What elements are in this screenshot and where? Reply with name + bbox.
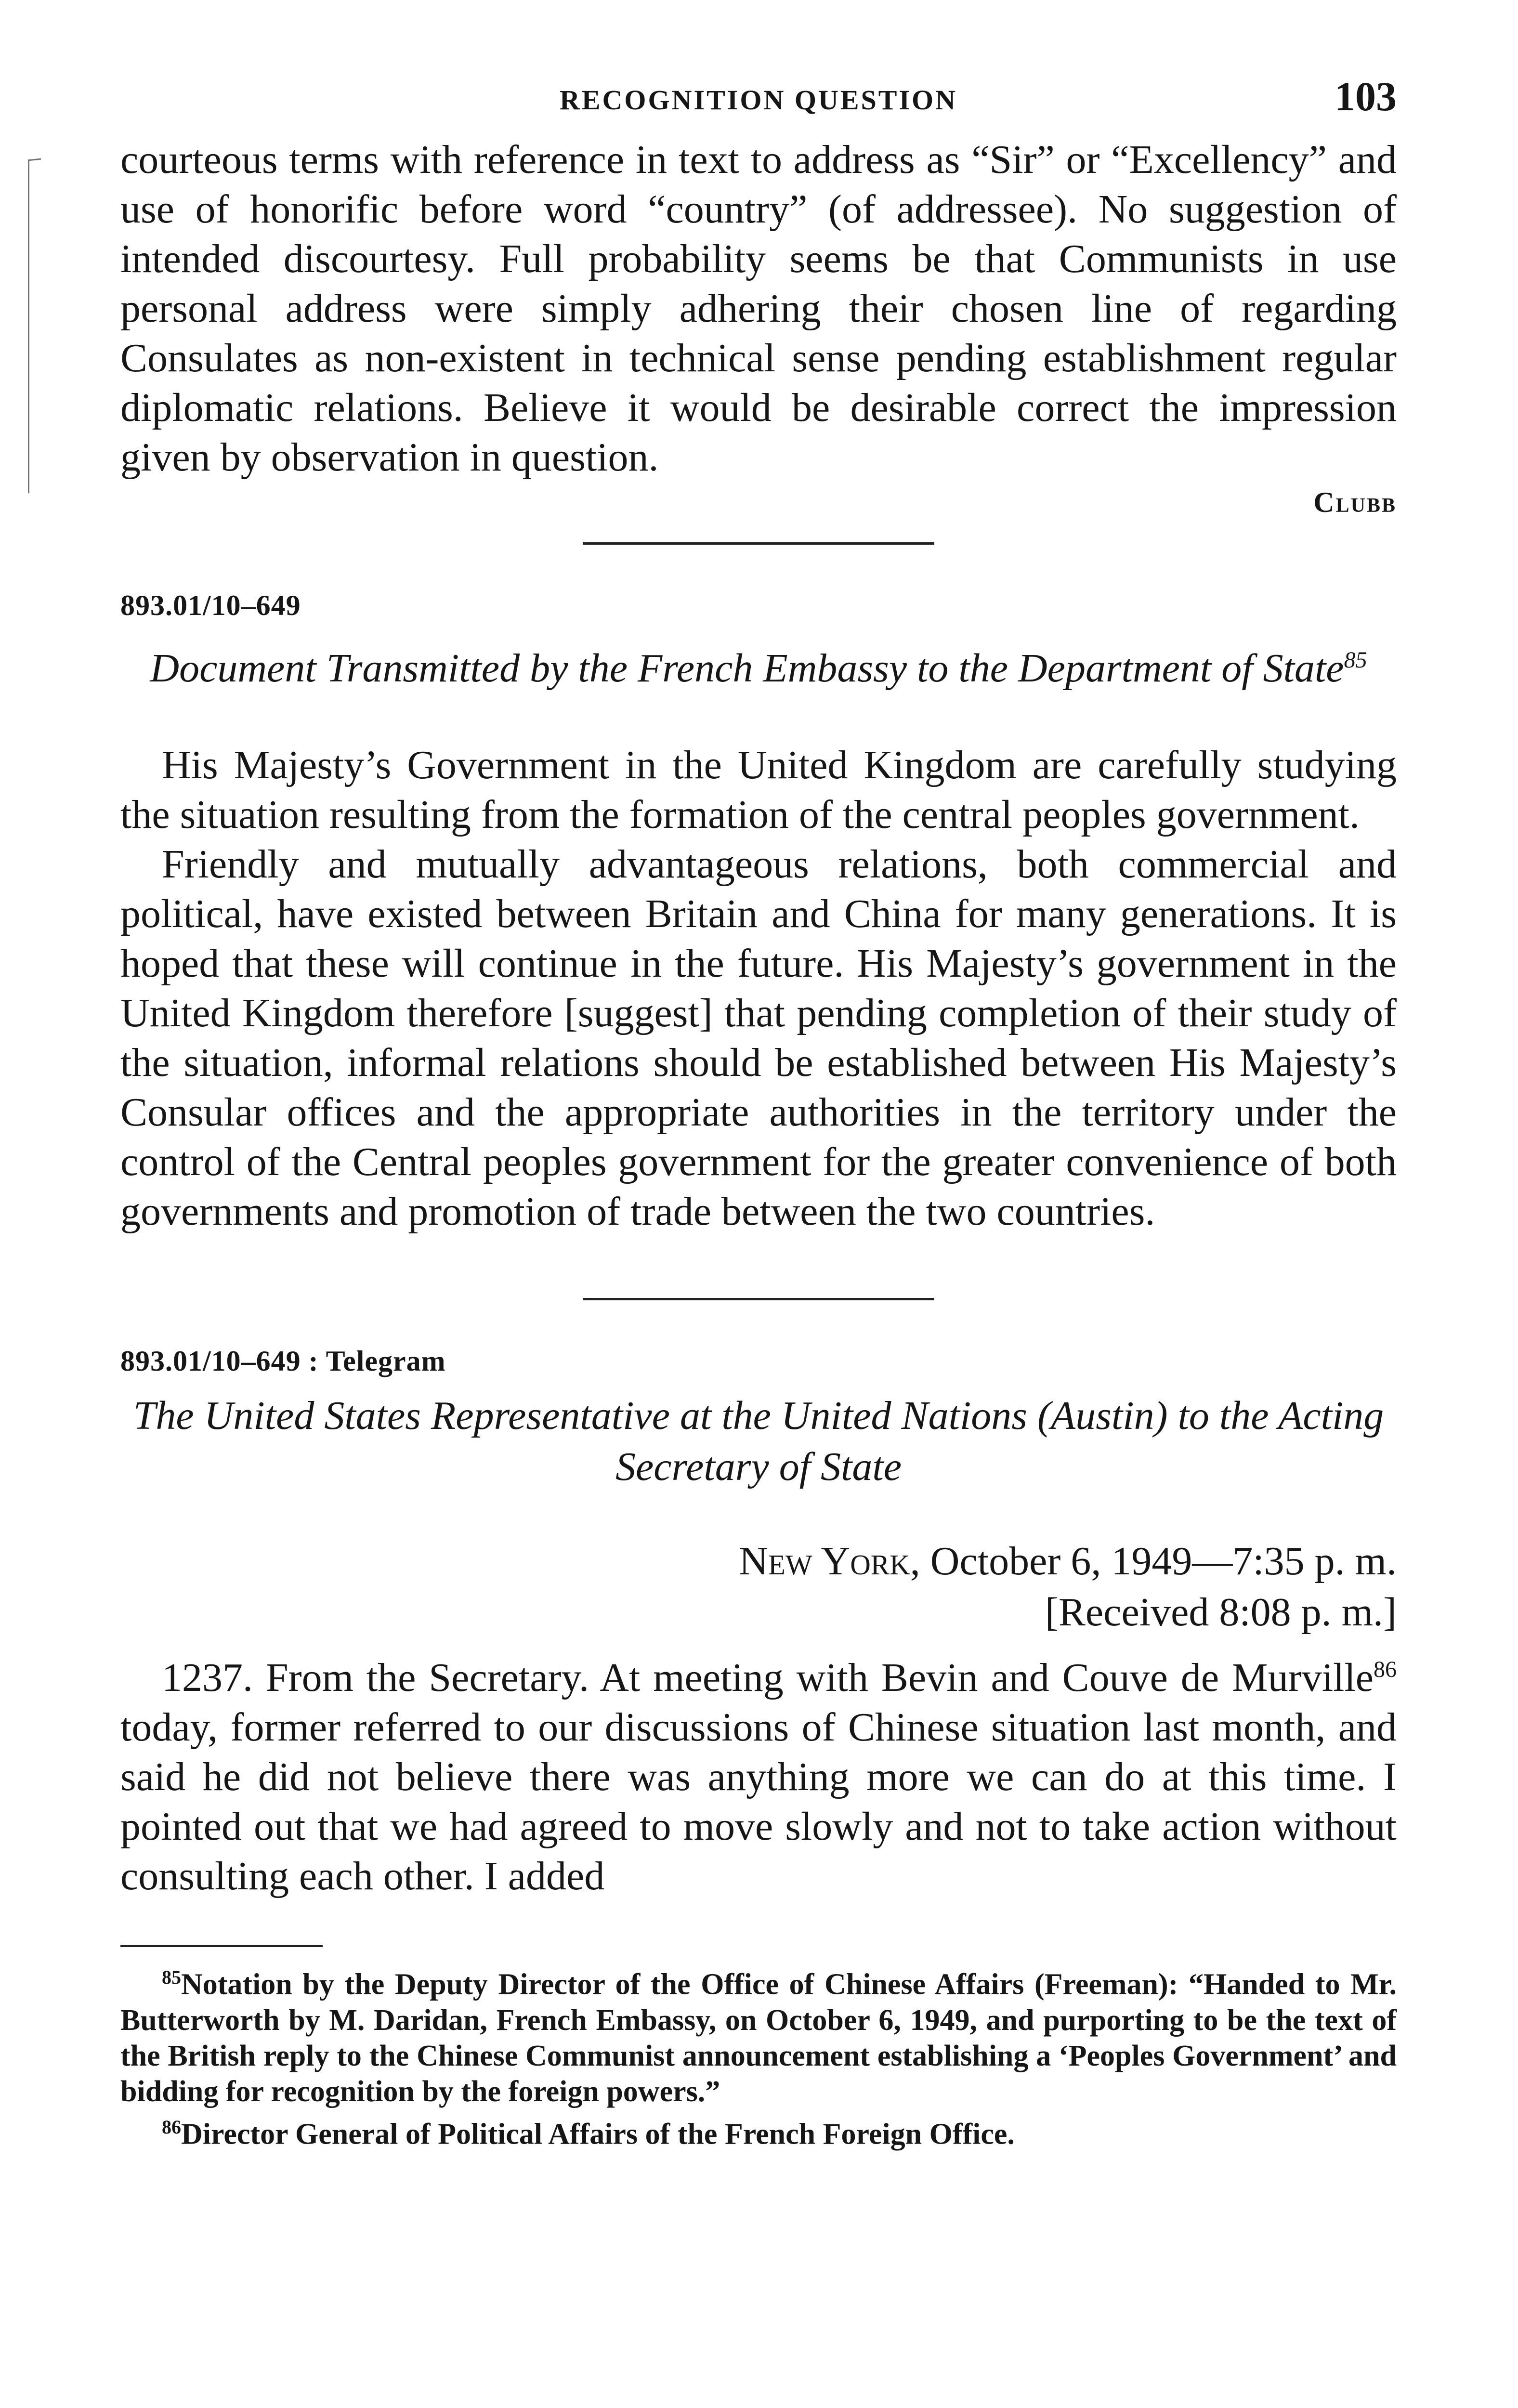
- document-title-part: ) to the Acting Secretary of State: [615, 1393, 1384, 1489]
- dateline: [120, 1536, 1397, 1587]
- footnote-reference: 85: [1344, 647, 1367, 673]
- dateline-date: , October 6, 1949—7:35 p. m.: [910, 1539, 1397, 1584]
- body-paragraph: [120, 1645, 1397, 1901]
- body-paragraph: His Majesty’s Government in the United Kingdom are carefully studying the situation resulting from the formation of the central peoples government.: [120, 743, 1397, 837]
- document-page: [120, 67, 1397, 2152]
- running-title: RECOGNITION QUESTION: [559, 84, 958, 116]
- document-title-part: The United States Representative at the United Nations (: [133, 1393, 1051, 1438]
- file-number: 893.01/10–649 : Telegram: [120, 1345, 446, 1377]
- footnote-mark: 86: [162, 2116, 181, 2138]
- document-title-name: Austin: [1050, 1393, 1154, 1438]
- running-header: [120, 67, 1397, 135]
- footnote-reference: 86: [1374, 1657, 1397, 1682]
- footnote-mark: 85: [162, 1966, 181, 1988]
- section-divider: [583, 1298, 934, 1300]
- signature: Clubb: [1313, 486, 1397, 518]
- file-number: 893.01/10–649: [120, 589, 301, 621]
- section-divider: [583, 542, 934, 545]
- document-title: [120, 1390, 1397, 1492]
- page-number: 103: [1335, 73, 1397, 119]
- footnote-text: Notation by the Deputy Director of the Office of Chinese Affairs (Freeman): “Handed to Mr. Butterworth by M. Daridan, French Embassy, on October 6, 1949, and purporting to be the text of the British reply to the Chinese Communist announcement establishing a ‘Peoples Government’ and bidding for recognition by the foreign powers.”: [120, 1968, 1397, 2108]
- footnote: [120, 1960, 1397, 2109]
- paragraph-text: today, former referred to our discussions of Chinese situation last month, and said he did not believe there was anything more we can do at this time. I pointed out that we had agreed to move slowly and not to take action without consulting each other. I added: [120, 1705, 1397, 1898]
- continued-paragraph: courteous terms with reference in text to address as “Sir” or “Excellency” and use of honorific before word “country” (of addressee). No suggestion of intended discourtesy. Full probability seems be that Communists in use personal address were simply adhering their chosen line of regarding Consulates as non-existent in technical sense pending establishment regular diplomatic relations. Believe it would be desirable correct the impression given by observation in question.: [120, 137, 1397, 480]
- footnote-text: Director General of Political Affairs of the French Foreign Office.: [181, 2118, 1015, 2151]
- document-title: [120, 635, 1397, 694]
- body-paragraph: Friendly and mutually advantageous relations, both commercial and political, have existed between Britain and China for many generations. It is hoped that these will continue in the future. His Majesty’s government in the United Kingdom therefore [suggest] that pending completion of their study of the situation, informal relations should be established between His Majesty’s Consular offices and the appropriate authorities in the territory under the control of the Central peoples government for the greater convenience of both governments and promotion of trade between the two countries.: [120, 842, 1397, 1234]
- document-title-text: Document Transmitted by the French Embassy to the Department of State: [150, 646, 1344, 691]
- footnote: [120, 2109, 1397, 2152]
- paragraph-text: 1237. From the Secretary. At meeting with Bevin and Couve de Murville: [162, 1655, 1374, 1700]
- margin-bracket-mark: [28, 158, 41, 494]
- footnote-divider: [120, 1945, 323, 1947]
- received-note: [Received 8:08 p. m.]: [1045, 1590, 1397, 1635]
- dateline-place: New York: [739, 1539, 910, 1584]
